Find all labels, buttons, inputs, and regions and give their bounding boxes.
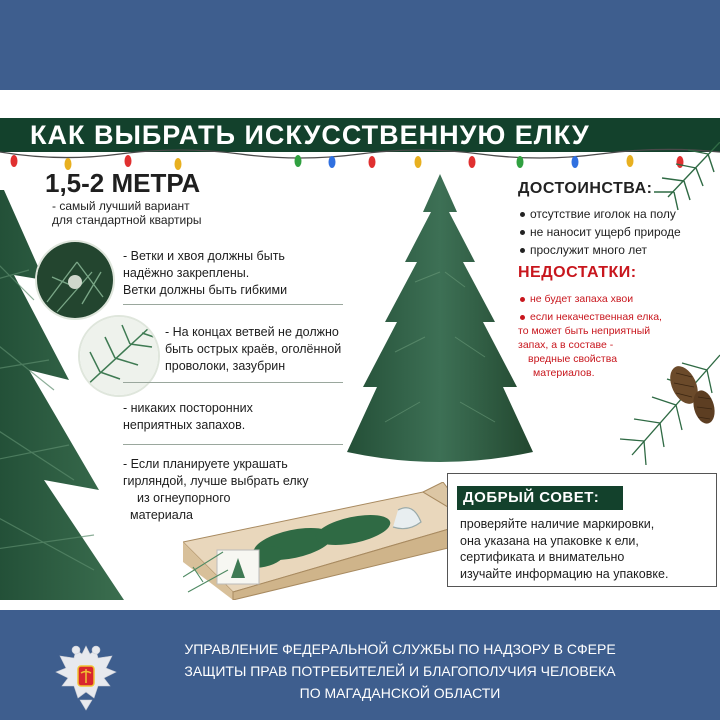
divider: [123, 382, 343, 383]
tip-3: [123, 400, 253, 434]
infographic-card: [0, 90, 720, 610]
tip-2-line: проволоки, зазубрин: [165, 359, 286, 373]
needle-closeup-icon: [80, 317, 158, 395]
tree-center-icon: [345, 172, 535, 472]
disadvantage-text: не будет запаха хвои: [530, 293, 634, 305]
box-icon: [183, 482, 473, 600]
advantage-item: [520, 243, 647, 257]
advice-line: проверяйте наличие маркировки,: [460, 517, 655, 531]
size-heading: 1,5-2 МЕТРА: [45, 168, 201, 198]
disadvantage-cont: вредные свойства: [528, 353, 618, 365]
tip-2: [165, 324, 341, 375]
size-line-1: - самый лучший вариант: [52, 199, 190, 213]
tip-3-line: неприятных запахов.: [123, 418, 246, 432]
disadvantage-item: [520, 311, 662, 324]
disadvantages-title: НЕДОСТАТКИ:: [518, 264, 637, 281]
tip-1: [123, 248, 287, 299]
emblem-icon: [52, 640, 120, 712]
pine-cone-icon: [612, 335, 720, 470]
bullet-icon: [520, 248, 525, 253]
tip-1-line: надёжно закреплены.: [123, 266, 250, 280]
tip-1-line: Ветки должны быть гибкими: [123, 283, 288, 297]
advice-title: ДОБРЫЙ СОВЕТ:: [457, 486, 623, 510]
disadvantage-cont: запах, а в составе -: [518, 339, 614, 351]
page-title: КАК ВЫБРАТЬ ИСКУССТВЕННУЮ ЕЛКУ: [30, 120, 590, 150]
organization-line: ПО МАГАДАНСКОЙ ОБЛАСТИ: [299, 685, 501, 701]
tip-2-line: - На концах ветвей не должно: [165, 325, 339, 339]
organization-line: УПРАВЛЕНИЕ ФЕДЕРАЛЬНОЙ СЛУЖБЫ ПО НАДЗОРУ В СФЕРЕ: [184, 641, 616, 657]
advice-line: изучайте информацию на упаковке.: [460, 566, 669, 581]
branch-photo-1: [35, 240, 115, 320]
pine-branch-icon: [648, 142, 720, 214]
disadvantage-text: если некачественная елка,: [530, 311, 662, 323]
organization-name: [160, 638, 640, 704]
tip-4-line: материала: [130, 508, 193, 522]
tip-3-line: - никаких посторонних: [123, 401, 253, 415]
bullet-icon: [520, 230, 525, 235]
tip-4-line: - Если планируете украшать: [123, 457, 288, 471]
disadvantage-cont: материалов.: [533, 367, 595, 379]
size-line-2: для стандартной квартиры: [52, 213, 202, 227]
advantages-title: ДОСТОИНСТВА:: [518, 180, 653, 197]
advantage-text: не наносит ущерб природе: [530, 225, 681, 239]
top-band: [0, 0, 720, 90]
tip-4-line: гирляндой, лучше выбрать елку: [123, 474, 309, 488]
disadvantage-item: [520, 293, 633, 306]
advantage-item: [520, 225, 681, 239]
bullet-icon: [520, 297, 525, 302]
advice-text: [460, 516, 668, 582]
advantage-text: отсутствие иголок на полу: [530, 207, 676, 221]
bullet-icon: [520, 212, 525, 217]
divider: [123, 444, 343, 445]
tip-2-line: быть острых краёв, оголённой: [165, 342, 342, 356]
advice-line: она указана на упаковке к ели,: [460, 533, 639, 548]
branch-closeup-icon: [37, 242, 113, 318]
advice-line: сертификата и внимательно: [460, 550, 625, 564]
divider: [123, 304, 343, 305]
advantage-item: [520, 207, 676, 221]
tip-1-line: - Ветки и хвоя должны быть: [123, 249, 285, 263]
advantage-text: прослужит много лет: [530, 243, 647, 257]
bullet-icon: [520, 315, 525, 320]
size-description: [52, 199, 202, 227]
organization-line: ЗАЩИТЫ ПРАВ ПОТРЕБИТЕЛЕЙ И БЛАГОПОЛУЧИЯ ЧЕЛОВЕКА: [184, 663, 616, 679]
disadvantage-cont: то может быть неприятный: [518, 325, 651, 337]
tip-4-line: из огнеупорного: [137, 491, 231, 505]
branch-photo-2: [78, 315, 160, 397]
